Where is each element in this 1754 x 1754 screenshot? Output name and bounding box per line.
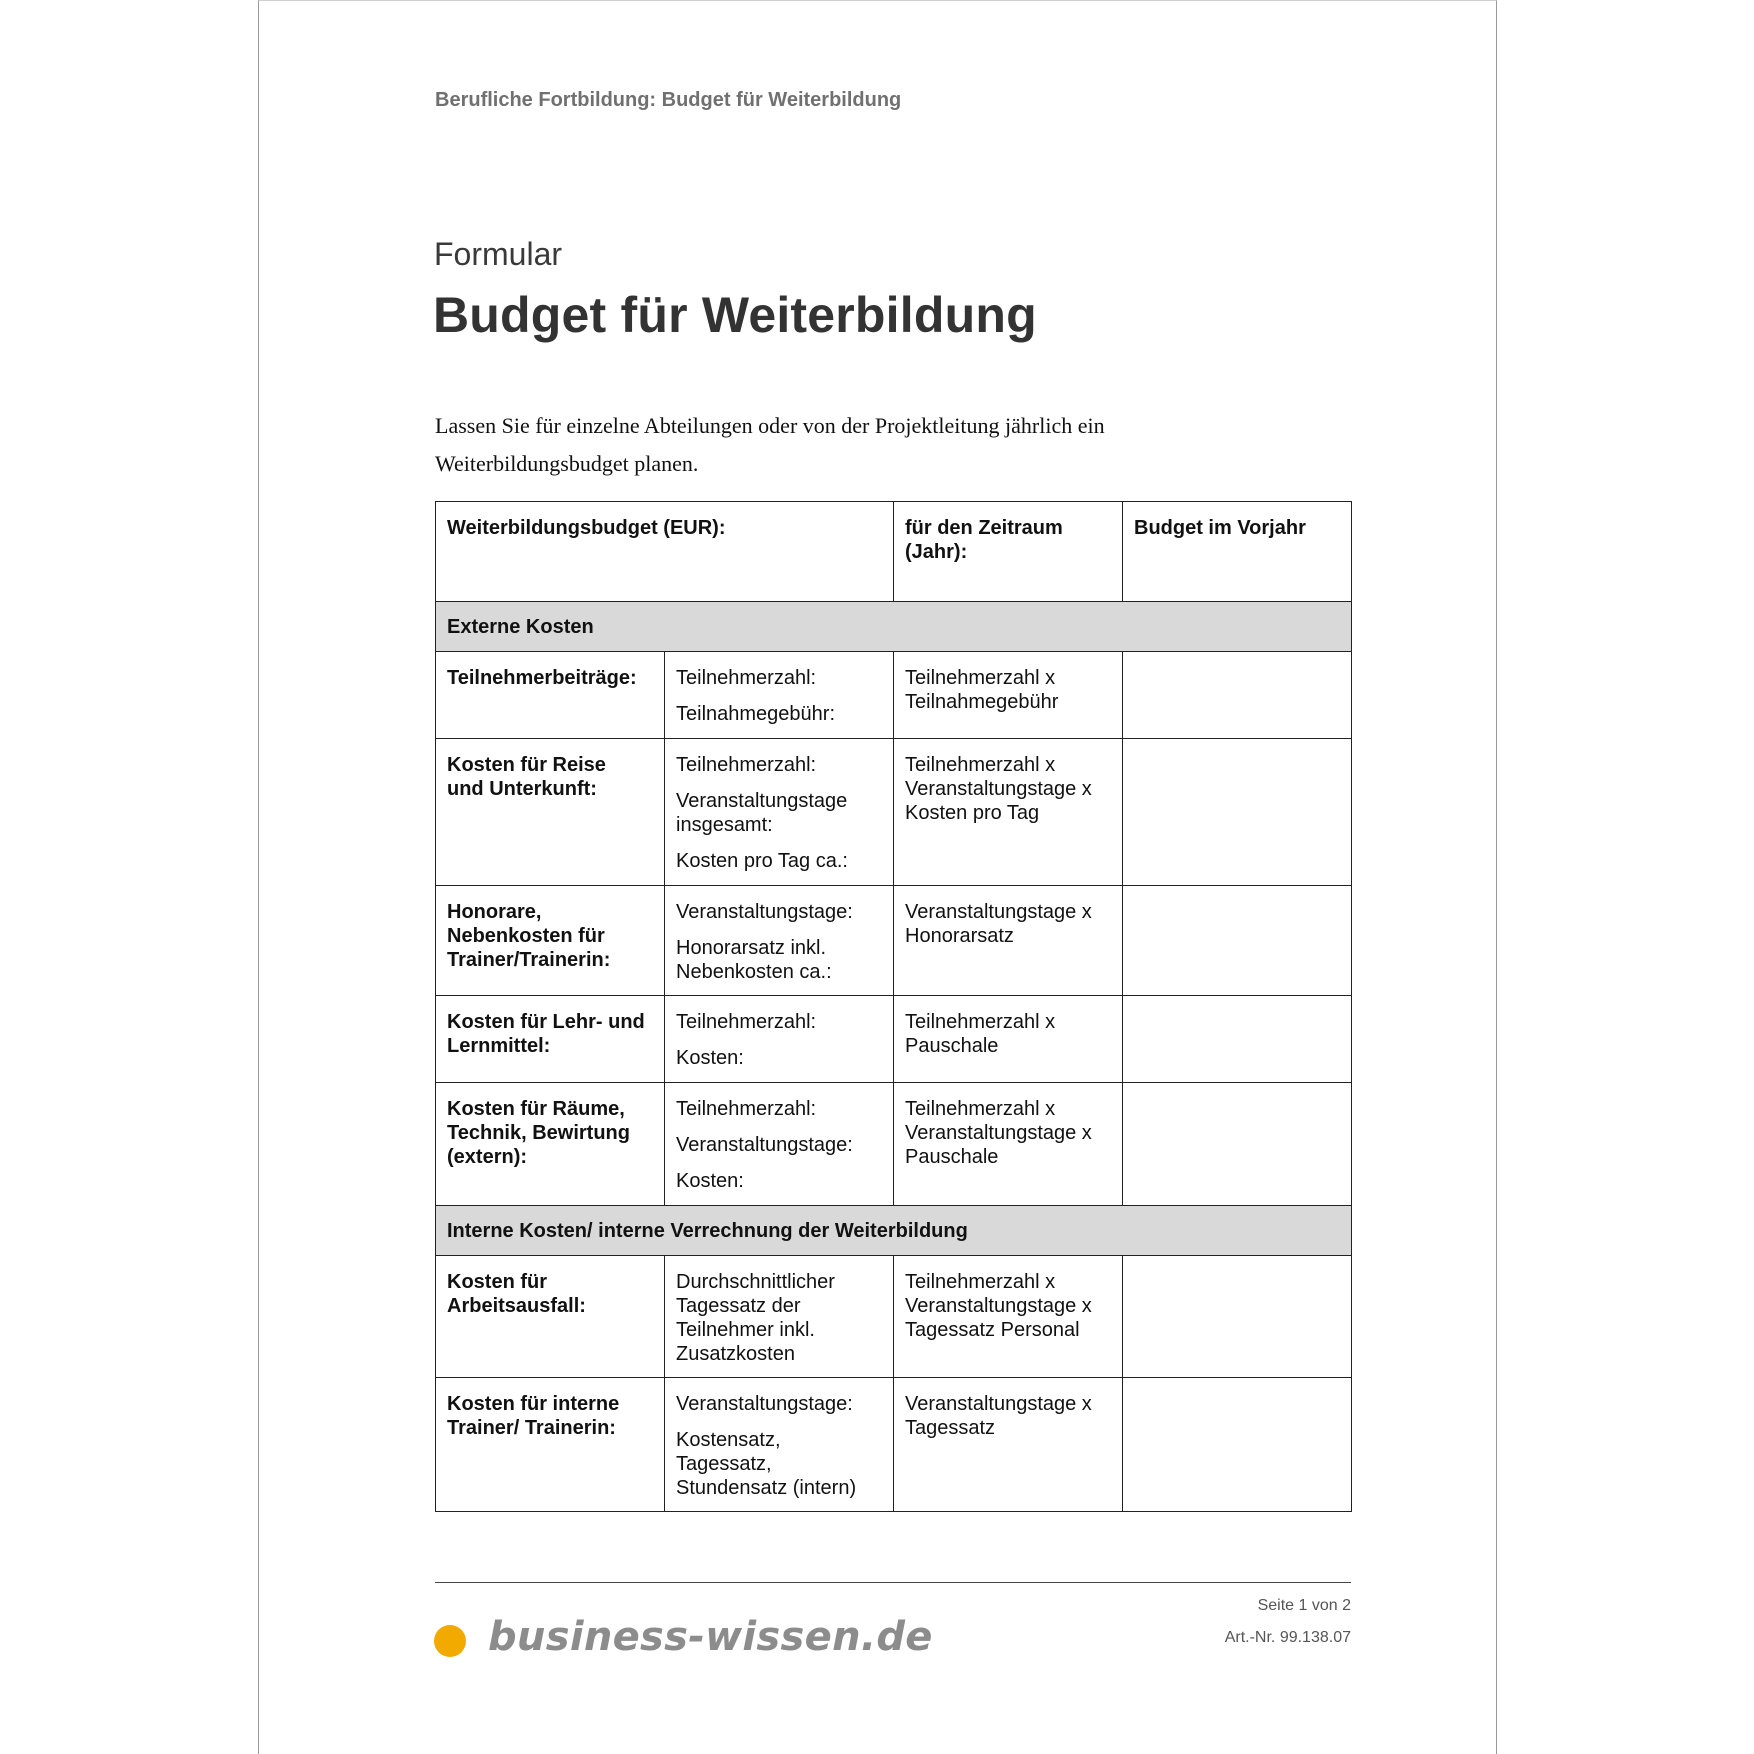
budget-amount-cell[interactable]: Weiterbildungsbudget (EUR): (436, 502, 894, 602)
table-header-row (436, 502, 1352, 602)
row-label: Kosten für Lehr- und Lernmittel: (436, 996, 665, 1083)
row-label: Kosten für Räume, Technik, Bewirtung (extern): (436, 1083, 665, 1206)
input-label: Honorarsatz inkl. Nebenkosten ca.: (676, 937, 832, 983)
input-label: Teilnehmerzahl: (676, 667, 817, 689)
input-label: Kosten pro Tag ca.: (676, 850, 848, 872)
logo-wordmark: business-wissen.de (488, 1614, 933, 1660)
input-label: Teilnehmerzahl: (676, 1011, 817, 1033)
input-label: Veranstaltungstage: (676, 901, 853, 923)
table-row (436, 996, 1352, 1083)
document-title: Budget für Weiterbildung (433, 287, 1037, 343)
intro-line: Lassen Sie für einzelne Abteilungen oder von der Projektleitung jährlich ein (435, 413, 1105, 438)
budget-table (435, 501, 1352, 1512)
row-prev-year[interactable] (1123, 652, 1352, 739)
row-inputs[interactable] (665, 886, 894, 996)
input-label: Kosten: (676, 1047, 744, 1069)
intro-line: Weiterbildungsbudget planen. (435, 451, 699, 476)
input-label: Veranstaltungstage: (676, 1134, 853, 1156)
input-label: Kostensatz, Tagessatz, Stundensatz (intern) (676, 1429, 857, 1499)
row-formula: Teilnehmerzahl x Veranstaltungstage x Pauschale (894, 1083, 1123, 1206)
row-formula: Teilnehmerzahl x Pauschale (894, 996, 1123, 1083)
row-formula: Veranstaltungstage x Honorarsatz (894, 886, 1123, 996)
table-row (436, 1083, 1352, 1206)
page-number: Seite 1 von 2 (1257, 1597, 1351, 1614)
row-label: Honorare, Nebenkosten für Trainer/Trainerin: (436, 886, 665, 996)
row-formula: Teilnehmerzahl x Veranstaltungstage x Tagessatz Personal (894, 1256, 1123, 1378)
document-kicker: Formular (434, 236, 563, 272)
row-inputs[interactable] (665, 739, 894, 886)
input-label: Teilnehmerzahl: (676, 754, 817, 776)
input-label: Durchschnittlicher Tagessatz der Teilnehmer inkl. Zusatzkosten (676, 1271, 835, 1365)
prev-year-header-cell[interactable]: Budget im Vorjahr (1123, 502, 1352, 602)
row-formula: Teilnehmerzahl x Veranstaltungstage x Kosten pro Tag (894, 739, 1123, 886)
table-row (436, 886, 1352, 996)
input-label: Teilnahmegebühr: (676, 703, 835, 725)
row-inputs[interactable] (665, 996, 894, 1083)
logo-dot-icon (434, 1625, 466, 1657)
row-prev-year[interactable] (1123, 1083, 1352, 1206)
table-row (436, 652, 1352, 739)
intro-text (435, 407, 1195, 483)
row-inputs[interactable] (665, 1083, 894, 1206)
article-number: Art.-Nr. 99.138.07 (1224, 1629, 1351, 1646)
period-cell[interactable]: für den Zeitraum (Jahr): (894, 502, 1123, 602)
running-header: Berufliche Fortbildung: Budget für Weiterbildung (435, 89, 902, 111)
row-label: Kosten für Arbeitsausfall: (436, 1256, 665, 1378)
input-label: Teilnehmerzahl: (676, 1098, 817, 1120)
table-row (436, 1256, 1352, 1378)
input-label: Veranstaltungstage: (676, 1393, 853, 1415)
row-prev-year[interactable] (1123, 886, 1352, 996)
row-label: Teilnehmerbeiträge: (436, 652, 665, 739)
row-prev-year[interactable] (1123, 739, 1352, 886)
section-row-internal (436, 1206, 1352, 1256)
section-title: Interne Kosten/ interne Verrechnung der Weiterbildung (436, 1206, 1352, 1256)
row-formula: Veranstaltungstage x Tagessatz (894, 1378, 1123, 1512)
row-label: Kosten für Reise und Unterkunft: (436, 739, 665, 886)
row-prev-year[interactable] (1123, 996, 1352, 1083)
row-prev-year[interactable] (1123, 1256, 1352, 1378)
section-row-external (436, 602, 1352, 652)
input-label: Kosten: (676, 1170, 744, 1192)
row-inputs[interactable] (665, 652, 894, 739)
table-row (436, 1378, 1352, 1512)
table-row (436, 739, 1352, 886)
row-inputs[interactable] (665, 1378, 894, 1512)
row-inputs[interactable] (665, 1256, 894, 1378)
row-prev-year[interactable] (1123, 1378, 1352, 1512)
footer-divider (435, 1582, 1351, 1583)
input-label: Veranstaltungstage insgesamt: (676, 790, 848, 836)
row-formula: Teilnehmerzahl x Teilnahmegebühr (894, 652, 1123, 739)
section-title: Externe Kosten (436, 602, 1352, 652)
row-label: Kosten für interne Trainer/ Trainerin: (436, 1378, 665, 1512)
